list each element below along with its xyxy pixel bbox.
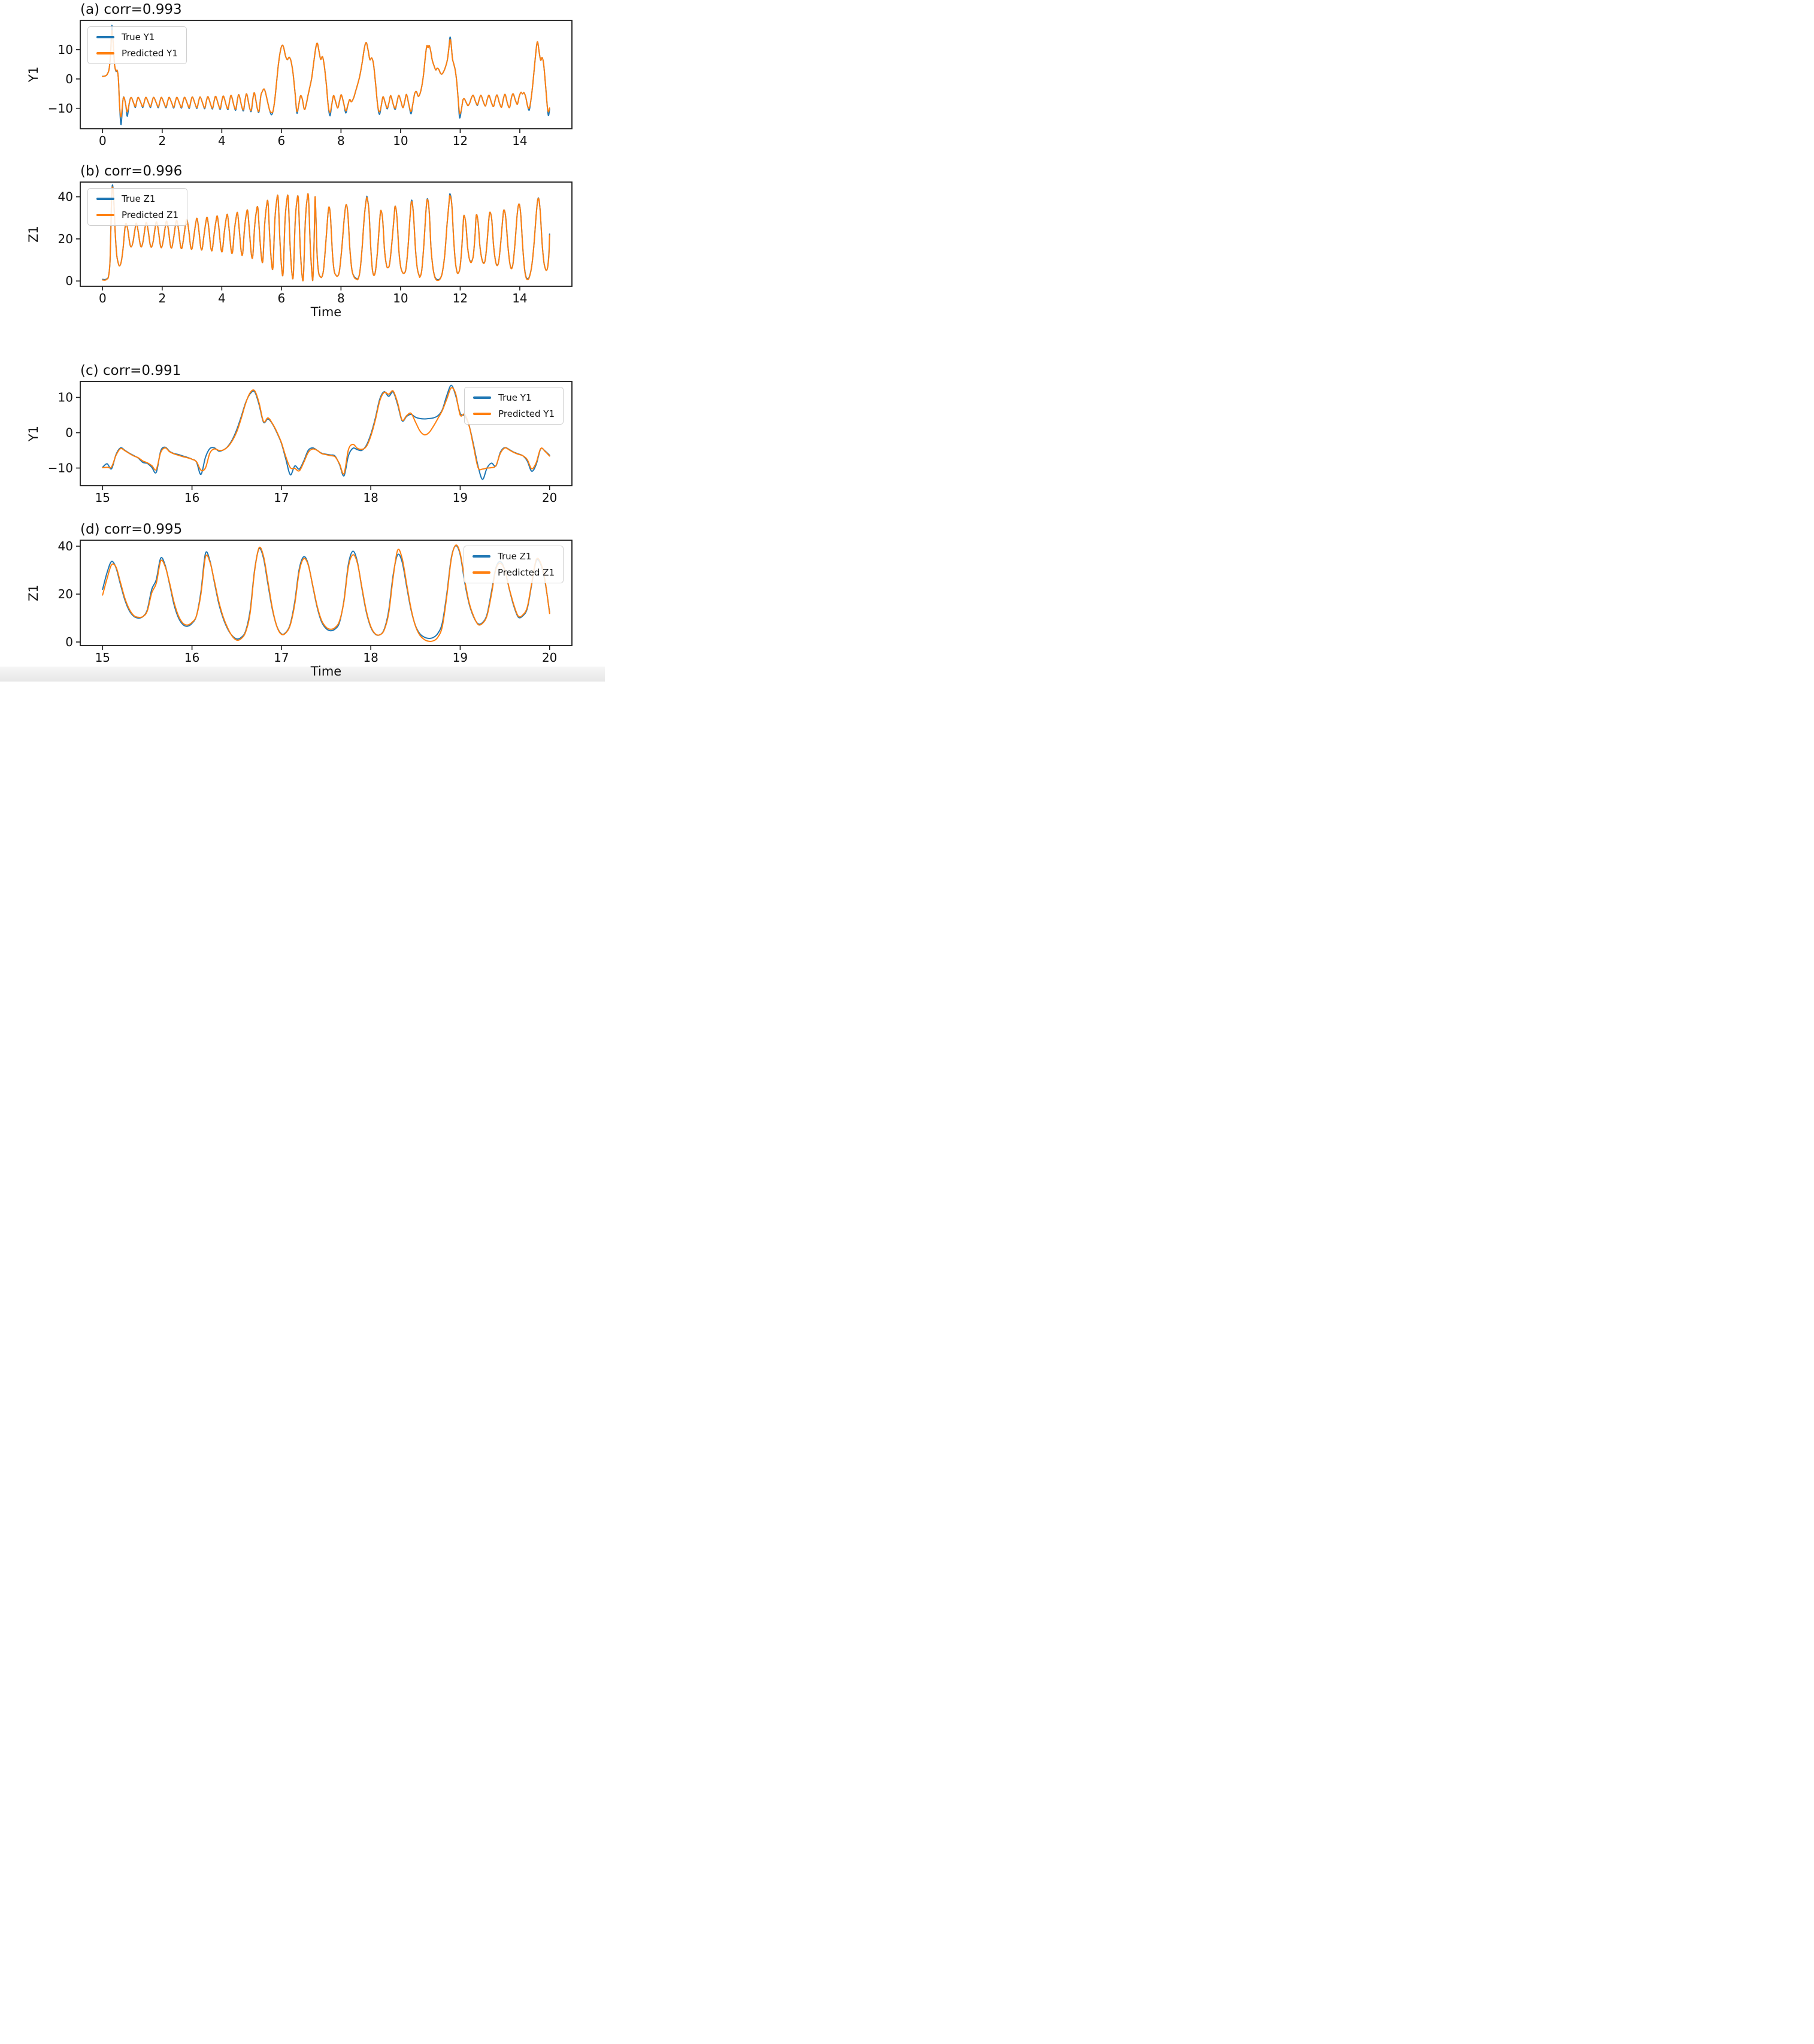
x-tick-label: 14 bbox=[512, 291, 528, 305]
panel-a-legend bbox=[87, 26, 187, 64]
legend-line-swatch bbox=[96, 198, 114, 200]
legend-label: True Y1 bbox=[498, 392, 532, 403]
legend-line-swatch bbox=[96, 214, 114, 216]
y-tick-label: −10 bbox=[47, 101, 73, 116]
legend-line-swatch bbox=[473, 555, 490, 558]
legend-line-swatch bbox=[96, 52, 114, 54]
x-tick-label: 17 bbox=[274, 490, 289, 505]
panel-a-title: (a) corr=0.993 bbox=[80, 2, 182, 17]
y-tick-label: 20 bbox=[57, 231, 73, 246]
x-tick-label: 19 bbox=[452, 490, 468, 505]
panel-a-ylabel: Y1 bbox=[26, 66, 41, 83]
y-tick-label: 0 bbox=[65, 635, 73, 649]
legend-item-true-y1 bbox=[96, 32, 178, 43]
legend-label: Predicted Z1 bbox=[497, 567, 555, 578]
x-tick-label: 10 bbox=[393, 134, 408, 148]
panel-d-legend bbox=[464, 546, 564, 583]
y-tick-label: 0 bbox=[65, 71, 73, 86]
panel-b-title: (b) corr=0.996 bbox=[80, 163, 183, 179]
legend-line-swatch bbox=[473, 413, 491, 415]
x-tick-label: 2 bbox=[158, 291, 166, 305]
legend-item-predicted-z1 bbox=[96, 210, 178, 220]
x-tick-label: 18 bbox=[363, 650, 378, 665]
legend-item-predicted-z1 bbox=[473, 567, 555, 578]
panel-b-xlabel: Time bbox=[310, 305, 342, 319]
legend-item-true-y1 bbox=[473, 392, 555, 403]
x-tick-label: 12 bbox=[452, 134, 468, 148]
y-tick-label: 20 bbox=[57, 587, 73, 601]
panel-b-legend bbox=[87, 188, 187, 226]
y-tick-label: 10 bbox=[57, 42, 73, 57]
x-tick-label: 8 bbox=[337, 134, 345, 148]
panel-d-title: (d) corr=0.995 bbox=[80, 522, 183, 537]
legend-label: Predicted Y1 bbox=[498, 408, 555, 419]
x-tick-label: 20 bbox=[541, 490, 558, 505]
x-tick-label: 4 bbox=[217, 134, 226, 148]
legend-label: True Z1 bbox=[122, 193, 156, 204]
x-tick-label: 10 bbox=[393, 291, 408, 305]
y-tick-label: 0 bbox=[65, 425, 73, 440]
legend-label: Predicted Y1 bbox=[122, 48, 178, 59]
x-tick-label: 17 bbox=[274, 650, 289, 665]
x-tick-label: 18 bbox=[363, 490, 378, 505]
panel-c-ylabel: Y1 bbox=[26, 425, 41, 442]
panel-c-title: (c) corr=0.991 bbox=[80, 363, 181, 378]
legend-line-swatch bbox=[96, 36, 114, 38]
x-tick-label: 16 bbox=[184, 650, 200, 665]
y-tick-label: 40 bbox=[57, 539, 73, 553]
x-tick-label: 15 bbox=[95, 650, 111, 665]
x-tick-label: 14 bbox=[512, 134, 528, 148]
legend-line-swatch bbox=[473, 571, 490, 574]
legend-item-predicted-y1 bbox=[96, 48, 178, 59]
x-tick-label: 0 bbox=[98, 291, 107, 305]
panel-b-ylabel: Z1 bbox=[26, 226, 41, 243]
legend-label: True Z1 bbox=[497, 551, 532, 562]
x-tick-label: 19 bbox=[452, 650, 468, 665]
x-tick-label: 2 bbox=[158, 134, 166, 148]
legend-item-predicted-y1 bbox=[473, 408, 555, 419]
legend-label: Predicted Z1 bbox=[122, 210, 179, 220]
y-tick-label: −10 bbox=[47, 461, 73, 476]
y-tick-label: 10 bbox=[57, 390, 73, 405]
x-tick-label: 6 bbox=[277, 134, 286, 148]
x-tick-label: 6 bbox=[277, 291, 286, 305]
x-tick-label: 0 bbox=[98, 134, 107, 148]
x-tick-label: 15 bbox=[95, 490, 111, 505]
legend-item-true-z1 bbox=[473, 551, 555, 562]
legend-label: True Y1 bbox=[122, 32, 155, 43]
y-tick-label: 0 bbox=[65, 274, 73, 289]
panel-c-legend bbox=[464, 387, 564, 425]
legend-line-swatch bbox=[473, 396, 491, 399]
legend-item-true-z1 bbox=[96, 193, 178, 204]
panel-d-xlabel: Time bbox=[310, 664, 342, 679]
x-tick-label: 16 bbox=[184, 490, 200, 505]
x-tick-label: 8 bbox=[337, 291, 345, 305]
x-tick-label: 4 bbox=[217, 291, 226, 305]
x-tick-label: 20 bbox=[541, 650, 558, 665]
panel-d-ylabel: Z1 bbox=[26, 585, 41, 601]
figure-page bbox=[0, 0, 605, 682]
x-tick-label: 12 bbox=[452, 291, 468, 305]
y-tick-label: 40 bbox=[57, 189, 73, 204]
